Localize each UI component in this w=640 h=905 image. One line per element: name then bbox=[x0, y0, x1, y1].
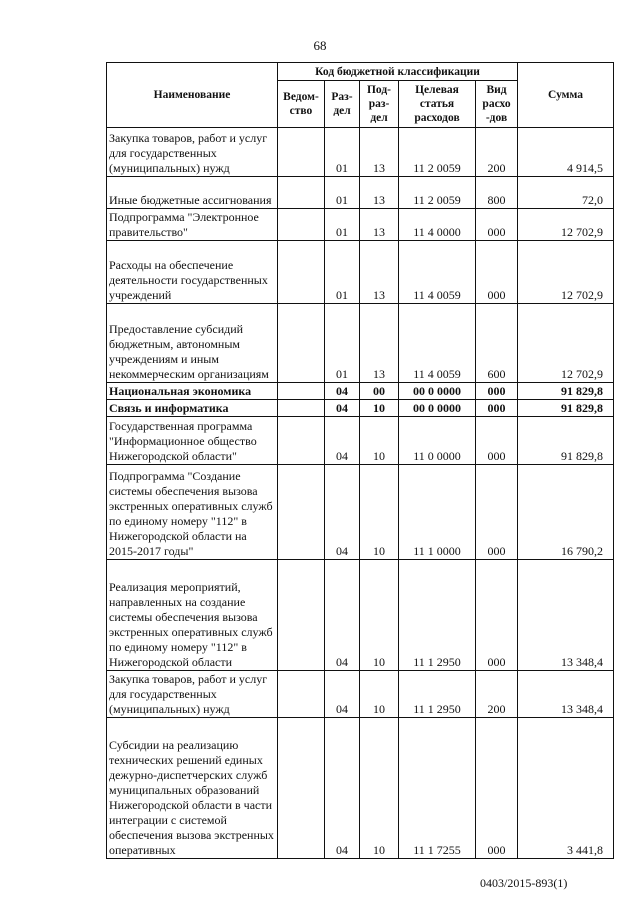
row-section: 04 bbox=[325, 417, 360, 465]
row-name: Подпрограмма "Создание системы обеспечения вызова экстренных оперативных служб по единому номеру "112" в Нижегородской области на 2015-2017 годы" bbox=[107, 465, 278, 560]
row-sum: 91 829,8 bbox=[518, 383, 614, 400]
row-department bbox=[278, 400, 325, 417]
row-target: 11 2 0059 bbox=[399, 177, 476, 209]
row-sum: 3 441,8 bbox=[518, 718, 614, 859]
row-expense-type: 200 bbox=[476, 128, 518, 177]
table-row bbox=[107, 241, 614, 304]
row-department bbox=[278, 560, 325, 671]
row-expense-type: 200 bbox=[476, 671, 518, 718]
page-number: 68 bbox=[313, 38, 327, 53]
row-target: 11 0 0000 bbox=[399, 417, 476, 465]
table-row bbox=[107, 128, 614, 177]
table-row bbox=[107, 177, 614, 209]
row-target: 11 1 0000 bbox=[399, 465, 476, 560]
row-target: 11 1 7255 bbox=[399, 718, 476, 859]
table-row bbox=[107, 671, 614, 718]
row-sum: 13 348,4 bbox=[518, 671, 614, 718]
table-row bbox=[107, 718, 614, 859]
table-row bbox=[107, 400, 614, 417]
row-section: 01 bbox=[325, 241, 360, 304]
row-department bbox=[278, 209, 325, 241]
row-subsection: 10 bbox=[360, 718, 399, 859]
row-expense-type: 000 bbox=[476, 400, 518, 417]
row-sum: 13 348,4 bbox=[518, 560, 614, 671]
header-department: Ведом-ство bbox=[278, 81, 325, 128]
row-section: 04 bbox=[325, 383, 360, 400]
row-sum: 72,0 bbox=[518, 177, 614, 209]
row-target: 11 1 2950 bbox=[399, 671, 476, 718]
budget-table bbox=[106, 62, 614, 859]
row-target: 11 2 0059 bbox=[399, 128, 476, 177]
row-department bbox=[278, 465, 325, 560]
row-target: 11 4 0059 bbox=[399, 241, 476, 304]
header-section: Раз-дел bbox=[325, 81, 360, 128]
table-row bbox=[107, 560, 614, 671]
row-subsection: 10 bbox=[360, 560, 399, 671]
row-name: Подпрограмма "Электронное правительство" bbox=[107, 209, 278, 241]
row-name: Национальная экономика bbox=[107, 383, 278, 400]
row-expense-type: 000 bbox=[476, 417, 518, 465]
row-section: 01 bbox=[325, 304, 360, 383]
row-section: 04 bbox=[325, 465, 360, 560]
row-expense-type: 000 bbox=[476, 241, 518, 304]
row-name: Закупка товаров, работ и услуг для государственных (муниципальных) нужд bbox=[107, 128, 278, 177]
row-target: 11 4 0059 bbox=[399, 304, 476, 383]
row-department bbox=[278, 304, 325, 383]
row-subsection: 10 bbox=[360, 400, 399, 417]
row-sum: 12 702,9 bbox=[518, 304, 614, 383]
row-name: Субсидии на реализацию технических решений единых дежурно-диспетчерских служб муниципальных образований Нижегородской области в части интеграции с системой обеспечения вызова экстренных оперативных bbox=[107, 718, 278, 859]
row-name: Связь и информатика bbox=[107, 400, 278, 417]
row-subsection: 10 bbox=[360, 465, 399, 560]
row-name: Иные бюджетные ассигнования bbox=[107, 177, 278, 209]
row-sum: 4 914,5 bbox=[518, 128, 614, 177]
table-row bbox=[107, 417, 614, 465]
table-body bbox=[107, 128, 614, 859]
row-target: 00 0 0000 bbox=[399, 383, 476, 400]
row-sum: 16 790,2 bbox=[518, 465, 614, 560]
header-code-group: Код бюджетной классификации bbox=[278, 63, 518, 81]
row-subsection: 13 bbox=[360, 241, 399, 304]
row-name: Государственная программа "Информационное общество Нижегородской области" bbox=[107, 417, 278, 465]
header-target: Целевая статья расходов bbox=[399, 81, 476, 128]
row-section: 01 bbox=[325, 177, 360, 209]
row-section: 04 bbox=[325, 560, 360, 671]
row-department bbox=[278, 177, 325, 209]
row-subsection: 10 bbox=[360, 671, 399, 718]
row-subsection: 13 bbox=[360, 128, 399, 177]
row-expense-type: 600 bbox=[476, 304, 518, 383]
row-expense-type: 800 bbox=[476, 177, 518, 209]
row-name: Реализация мероприятий, направленных на создание системы обеспечения вызова экстренных оперативных служб по единому номеру "112" в Нижегородской области bbox=[107, 560, 278, 671]
table-row bbox=[107, 209, 614, 241]
header-subsection: Под-раз-дел bbox=[360, 81, 399, 128]
row-section: 04 bbox=[325, 400, 360, 417]
row-sum: 91 829,8 bbox=[518, 400, 614, 417]
table-row bbox=[107, 465, 614, 560]
row-department bbox=[278, 417, 325, 465]
row-sum: 91 829,8 bbox=[518, 417, 614, 465]
row-name: Закупка товаров, работ и услуг для государственных (муниципальных) нужд bbox=[107, 671, 278, 718]
row-subsection: 13 bbox=[360, 177, 399, 209]
row-section: 01 bbox=[325, 128, 360, 177]
row-section: 01 bbox=[325, 209, 360, 241]
header-expense-type: Вид расхо -дов bbox=[476, 81, 518, 128]
row-expense-type: 000 bbox=[476, 465, 518, 560]
row-department bbox=[278, 671, 325, 718]
row-name: Расходы на обеспечение деятельности государственных учреждений bbox=[107, 241, 278, 304]
row-expense-type: 000 bbox=[476, 209, 518, 241]
row-department bbox=[278, 241, 325, 304]
document-code: 0403/2015-893(1) bbox=[480, 876, 568, 890]
row-name: Предоставление субсидий бюджетным, автономным учреждениям и иным некоммерческим организациям bbox=[107, 304, 278, 383]
table-row bbox=[107, 383, 614, 400]
row-department bbox=[278, 718, 325, 859]
row-department bbox=[278, 383, 325, 400]
row-department bbox=[278, 128, 325, 177]
header-name: Наименование bbox=[107, 63, 278, 128]
row-expense-type: 000 bbox=[476, 718, 518, 859]
row-subsection: 13 bbox=[360, 304, 399, 383]
row-expense-type: 000 bbox=[476, 560, 518, 671]
row-sum: 12 702,9 bbox=[518, 241, 614, 304]
row-target: 00 0 0000 bbox=[399, 400, 476, 417]
row-target: 11 4 0000 bbox=[399, 209, 476, 241]
row-target: 11 1 2950 bbox=[399, 560, 476, 671]
row-subsection: 10 bbox=[360, 417, 399, 465]
row-subsection: 13 bbox=[360, 209, 399, 241]
row-subsection: 00 bbox=[360, 383, 399, 400]
row-sum: 12 702,9 bbox=[518, 209, 614, 241]
header-sum: Сумма bbox=[518, 63, 614, 128]
row-expense-type: 000 bbox=[476, 383, 518, 400]
row-section: 04 bbox=[325, 671, 360, 718]
row-section: 04 bbox=[325, 718, 360, 859]
table-row bbox=[107, 304, 614, 383]
